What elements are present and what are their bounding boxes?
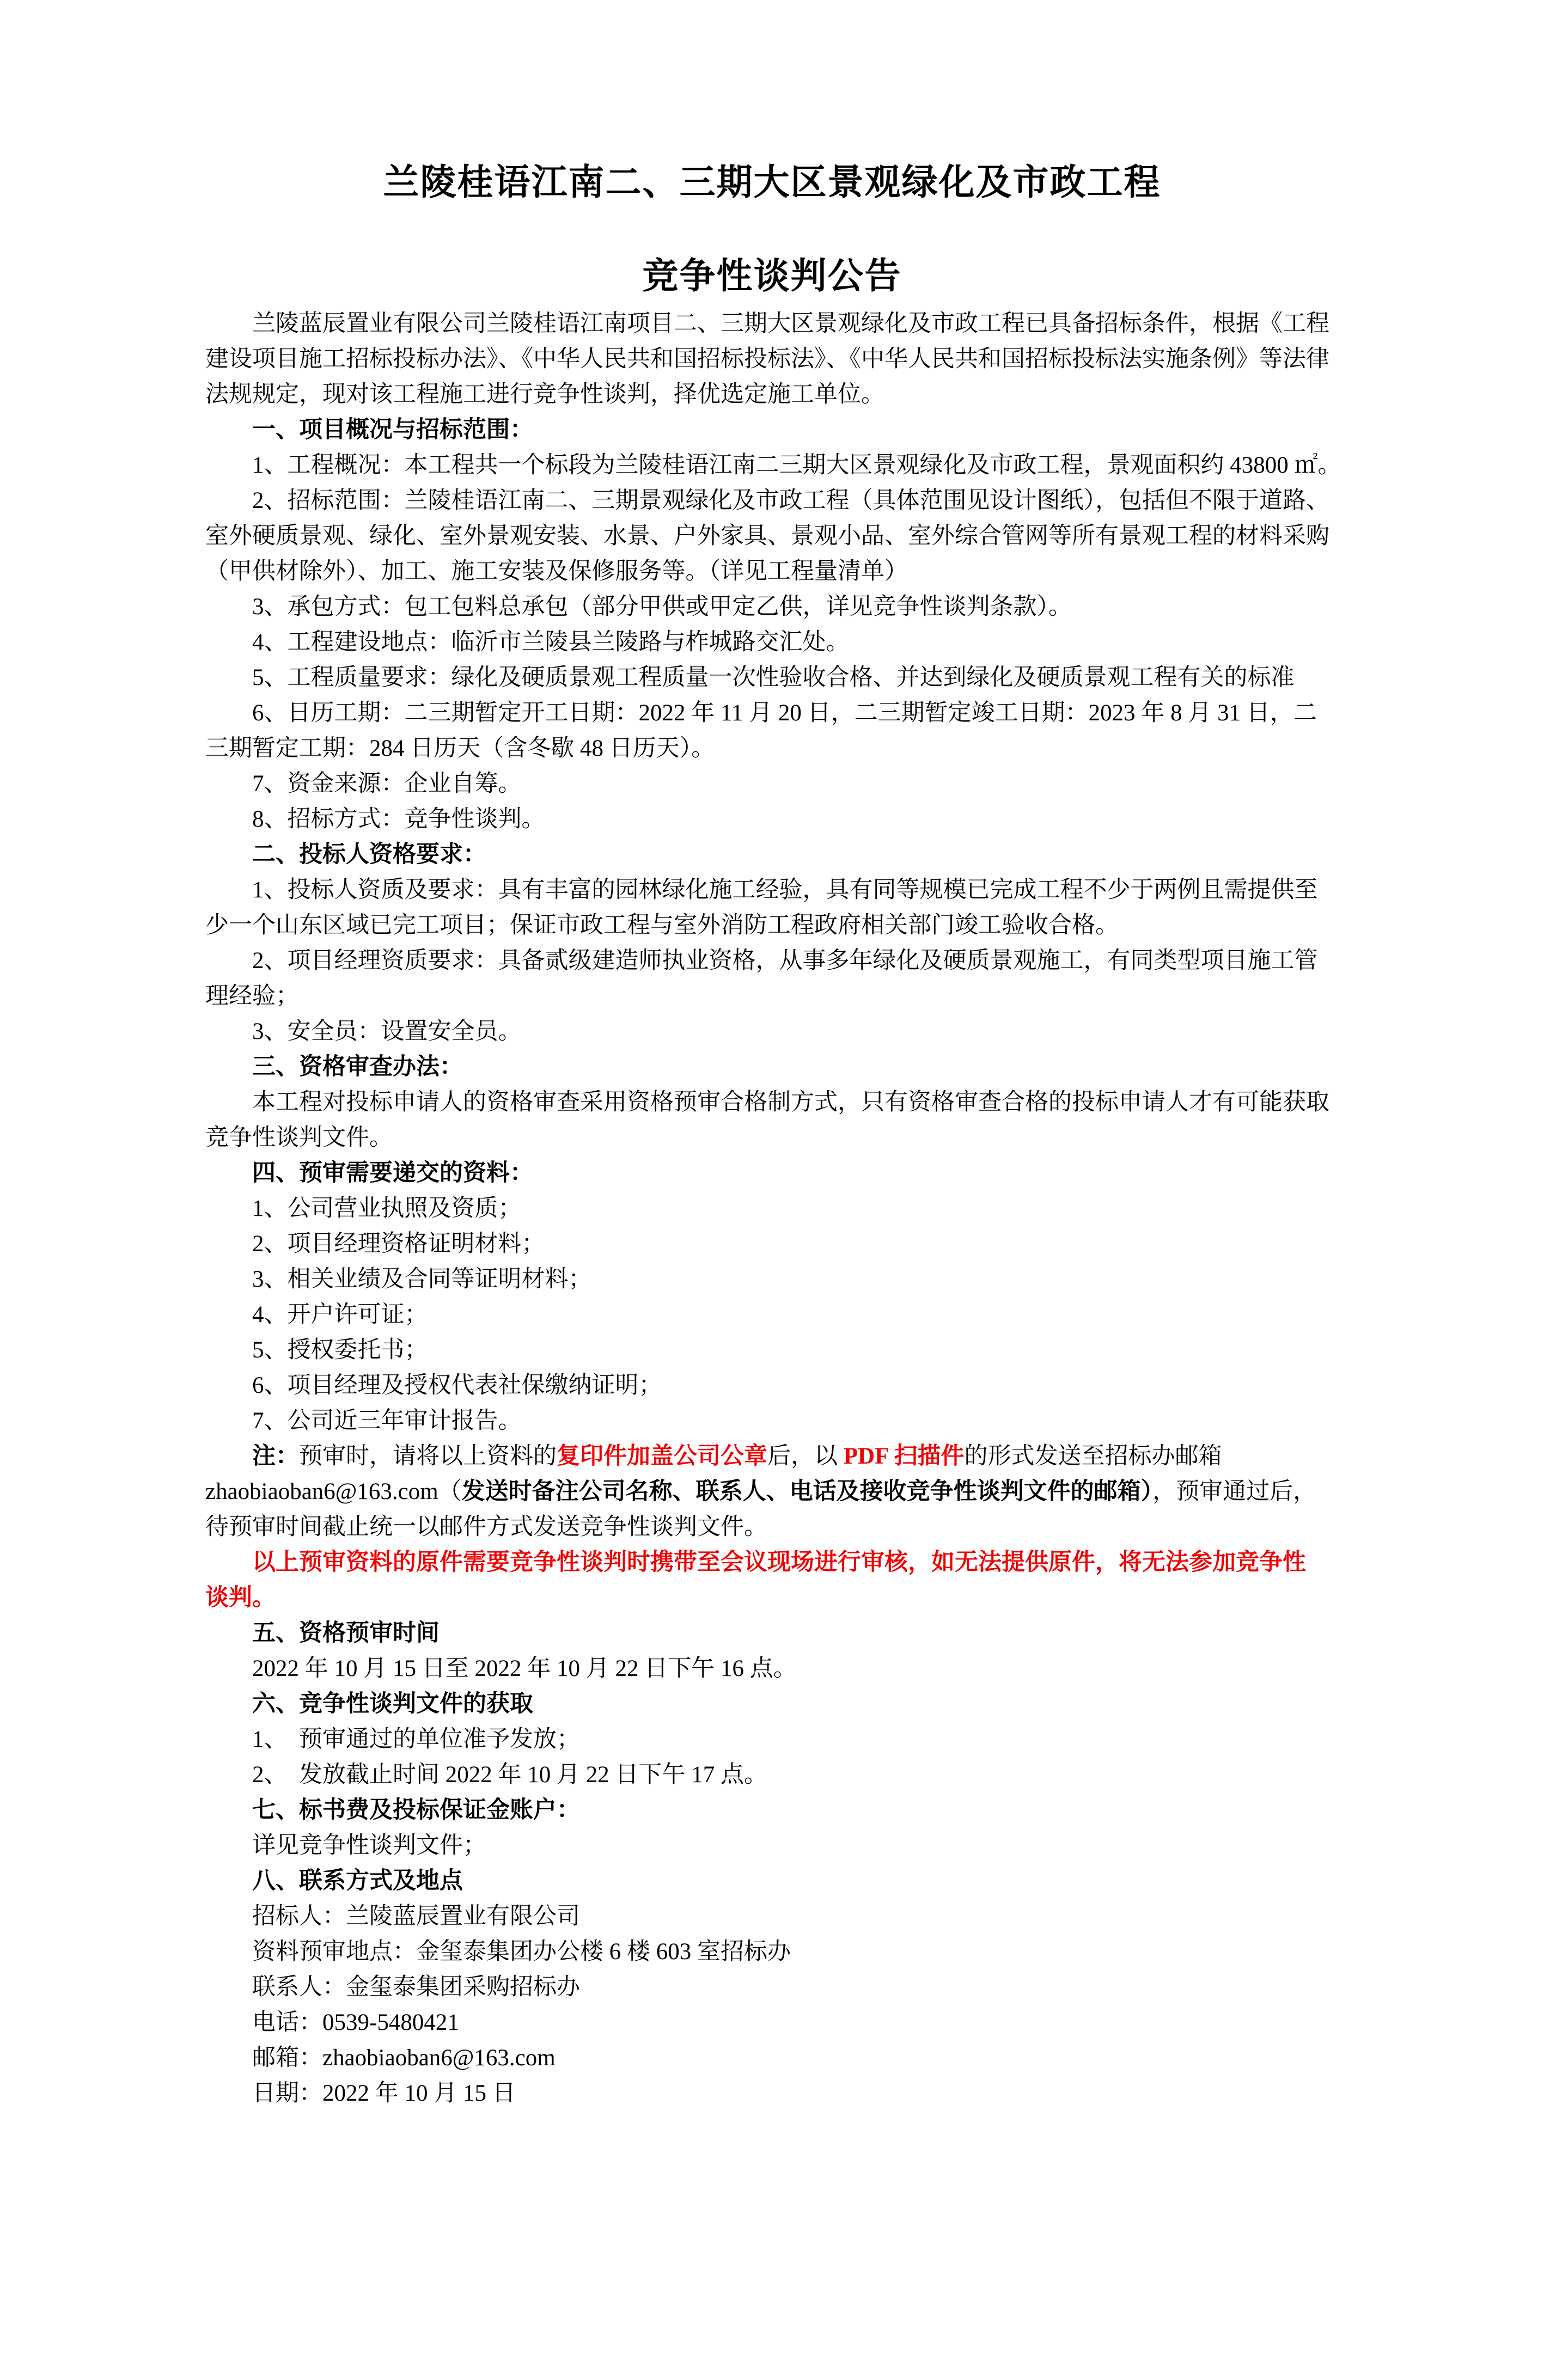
text-line: 七、标书费及投标保证金账户：: [252, 1797, 580, 1823]
text-line: 电话：0539-5480421: [252, 2010, 459, 2035]
text-line: 1、工程概况：本工程共一个标段为兰陵桂语江南二三期大区景观绿化及市政工程，景观面积约 43800 ㎡。: [252, 452, 1341, 478]
text-line: 六、竞争性谈判文件的获取: [252, 1691, 533, 1717]
text-line: 四、预审需要递交的资料：: [252, 1160, 533, 1186]
text-line: 5、授权委托书；: [252, 1337, 428, 1363]
text-line: 5、工程质量要求：绿化及硬质景观工程质量一次性验收合格、并达到绿化及硬质景观工程有关的标准: [252, 665, 1295, 690]
text-line: 2、招标范围：兰陵桂语江南二、三期景观绿化及市政工程（具体范围见设计图纸），包括但不限于道路、: [252, 488, 1329, 513]
text-line: 3、相关业绩及合同等证明材料；: [252, 1267, 592, 1292]
text-line: 建设项目施工招标投标办法》、《中华人民共和国招标投标法》、《中华人民共和国招标投标法实施条例》等法律: [205, 346, 1329, 372]
text-line: 6、项目经理及授权代表社保缴纳证明；: [252, 1373, 662, 1398]
text-line: 6、日历工期：二三期暂定开工日期：2022 年 11 月 20 日，二三期暂定竣工日期：2023 年 8 月 31 日，二: [252, 700, 1317, 726]
text-line: 1、公司营业执照及资质；: [252, 1196, 522, 1221]
text-line: 本工程对投标申请人的资格审查采用资格预审合格制方式，只有资格审查合格的投标申请人才有可能获取: [252, 1090, 1329, 1115]
document-body: [205, 306, 1349, 2111]
text-line: 3、承包方式：包工包料总承包（部分甲供或甲定乙供，详见竞争性谈判条款）。: [252, 594, 1072, 620]
text-line: 理经验；: [205, 983, 299, 1009]
text-line: 以上预审资料的原件需要竞争性谈判时携带至会议现场进行审核，如无法提供原件，将无法参加竞争性: [252, 1550, 1306, 1575]
text-line: 三期暂定工期：284 日历天（含冬歇 48 日历天）。: [205, 736, 715, 761]
text-line: 三、资格审查办法：: [252, 1054, 463, 1080]
text-line: 谈判。: [205, 1585, 276, 1611]
text-line: 法规规定，现对该工程施工进行竞争性谈判，择优选定施工单位。: [205, 382, 884, 407]
text-line: 二、投标人资格要求：: [252, 842, 486, 867]
text-line: 2、项目经理资格证明材料；: [252, 1231, 545, 1257]
text-line: 4、开户许可证；: [252, 1302, 428, 1327]
text-line: 兰陵蓝辰置业有限公司兰陵桂语江南项目二、三期大区景观绿化及市政工程已具备招标条件，根据《工程: [252, 311, 1329, 336]
text-line: 8、招标方式：竞争性谈判。: [252, 806, 545, 832]
text-line: 1、投标人资质及要求：具有丰富的园林绿化施工经验，具有同等规模已完成工程不少于两例且需提供至: [252, 877, 1318, 903]
text-line: 2022 年 10 月 15 日至 2022 年 10 月 22 日下午 16 点。: [252, 1656, 797, 1681]
document-title-line2: 竞争性谈判公告: [642, 256, 902, 296]
text-line: 2、项目经理资质要求：具备贰级建造师执业资格，从事多年绿化及硬质景观施工，有同类型项目施工管: [252, 948, 1318, 974]
text-line: 待预审时间截止统一以邮件方式发送竞争性谈判文件。: [205, 1514, 767, 1540]
document-title-line1: 兰陵桂语江南二、三期大区景观绿化及市政工程: [383, 163, 1161, 203]
text-line: 联系人：金玺泰集团采购招标办: [252, 1974, 580, 2000]
text-line: 注：预审时，请将以上资料的复印件加盖公司公章后，以 PDF 扫描件的形式发送至招标办邮箱: [252, 1443, 1222, 1469]
text-line: 少一个山东区域已完工项目；保证市政工程与室外消防工程政府相关部门竣工验收合格。: [205, 913, 1119, 938]
text-line: 7、资金来源：企业自筹。: [252, 771, 522, 797]
text-line: 八、联系方式及地点: [252, 1868, 463, 1894]
text-line: 1、 预审通过的单位准予发放；: [252, 1727, 580, 1752]
text-line: 资料预审地点：金玺泰集团办公楼 6 楼 603 室招标办: [252, 1939, 791, 1965]
text-line: 详见竞争性谈判文件；: [252, 1833, 486, 1858]
text-line: 竞争性谈判文件。: [205, 1125, 393, 1151]
text-line: 五、资格预审时间: [252, 1620, 440, 1646]
text-line: 邮箱：zhaobiaoban6@163.com: [252, 2045, 556, 2071]
text-line: 招标人：兰陵蓝辰置业有限公司: [252, 1904, 580, 1929]
text-line: zhaobiaoban6@163.com（发送时备注公司名称、联系人、电话及接收竞争性谈判文件的邮箱），预审通过后，: [205, 1479, 1317, 1504]
text-line: 3、安全员：设置安全员。: [252, 1019, 522, 1044]
text-line: 4、工程建设地点：临沂市兰陵县兰陵路与柞城路交汇处。: [252, 629, 850, 655]
text-line: 室外硬质景观、绿化、室外景观安装、水景、户外家具、景观小品、室外综合管网等所有景观工程的材料采购: [205, 523, 1329, 549]
text-line: 2、 发放截止时间 2022 年 10 月 22 日下午 17 点。: [252, 1762, 767, 1788]
text-line: 日期：2022 年 10 月 15 日: [252, 2081, 516, 2106]
text-line: （甲供材除外）、加工、施工安装及保修服务等。（详见工程量清单）: [205, 559, 908, 584]
text-line: 一、项目概况与招标范围：: [252, 417, 533, 443]
text-line: 7、公司近三年审计报告。: [252, 1408, 522, 1434]
